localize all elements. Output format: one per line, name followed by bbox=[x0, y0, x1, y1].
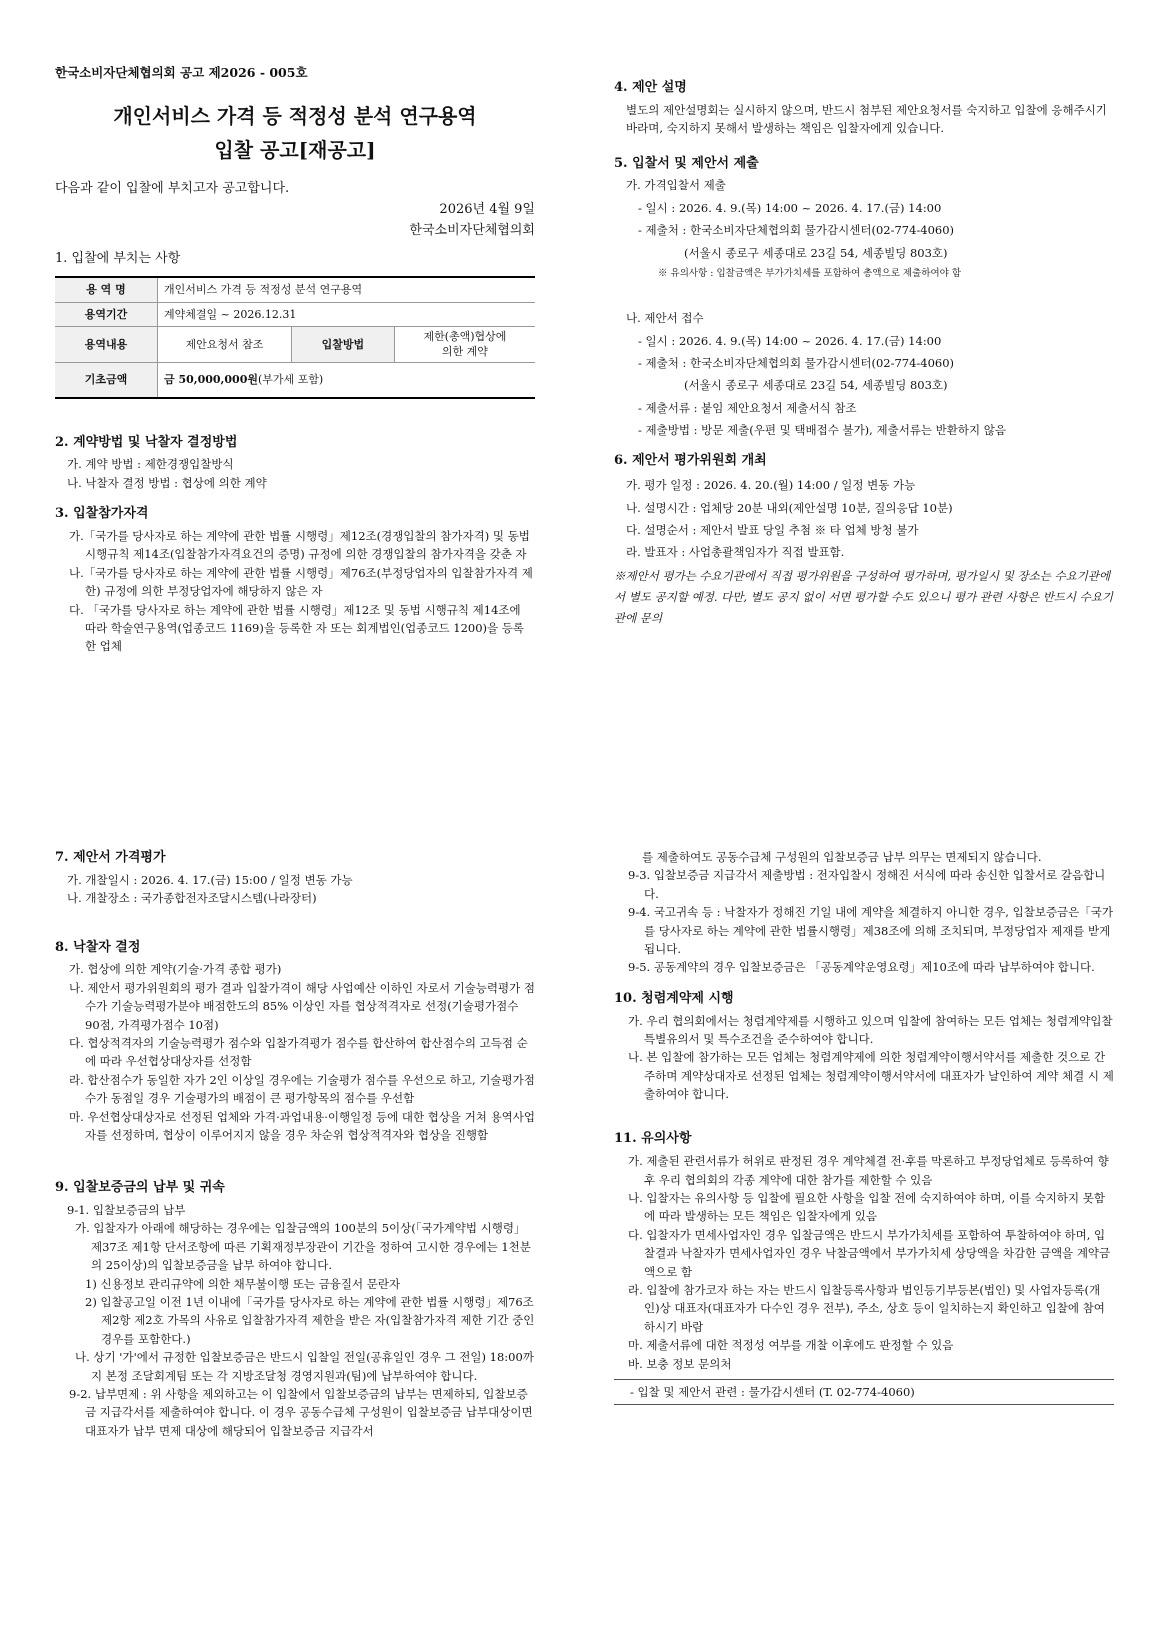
notice-date: 2026년 4월 9일 bbox=[439, 201, 535, 217]
section-8-item: 다. 협상적격자의 기술능력평가 점수와 입찰가격평가 점수를 합산하여 합산점수의 고득점 순에 따라 우선협상대상자를 선정함 bbox=[69, 1035, 528, 1069]
section-2-title: 2. 계약방법 및 낙찰자 결정방법 bbox=[55, 434, 238, 450]
base-amount-note: (부가세 포함) bbox=[257, 372, 324, 386]
section-5-note: ※ 유의사항 : 입찰금액은 부가가치세를 포함하여 총액으로 제출하여야 함 bbox=[658, 267, 961, 279]
section-9-item: 나. 상기 '가'에서 규정한 입찰보증금은 반드시 입찰일 전일(공휴일인 경우 그 전일) 18:00까지 본정 조달회계팀 또는 각 지방조달청 경영지원과(팀)에 납부하여야 합니다. bbox=[75, 1350, 534, 1383]
section-6-item: 가. 평가 일정 : 2026. 4. 20.(월) 14:00 / 일정 변동 가능 bbox=[626, 478, 916, 493]
section-11-item: 바. 보충 정보 문의처 bbox=[628, 1356, 732, 1371]
section-5-item: 나. 제안서 접수 bbox=[626, 311, 704, 326]
section-10-item: 가. 우리 협의회에서는 청렴계약제를 시행하고 있으며 입찰에 참여하는 모든 업체는 청렴계약입찰 특별유의서 및 특수조건을 준수하여야 합니다. bbox=[628, 1013, 1113, 1046]
section-8-title: 8. 낙찰자 결정 bbox=[55, 939, 141, 955]
table-header: 용역내용 bbox=[55, 327, 158, 363]
notice-number: 한국소비자단체협의회 공고 제2026 - 005호 bbox=[55, 65, 308, 80]
section-7-item: 나. 개찰장소 : 국가종합전자조달시스템(나라장터) bbox=[67, 891, 317, 906]
section-9-subitem: 1) 신용정보 관리규약에 의한 채무불이행 또는 금융질서 문란자 bbox=[85, 1276, 401, 1291]
section-9-subsection: 9-2. 납부면제 : 위 사항을 제외하고는 이 입찰에서 입찰보증금의 납부는 면제하되, 입찰보증금 지급각서를 제출하여야 합니다. 이 경우 공동수급체 구성원이 입찰보증금 납부대상이면 대표자가 납부 면제 대상에 해당되어 입찰보증금 지급각서 bbox=[69, 1386, 533, 1438]
section-3-item: 나.「국가를 당사자로 하는 계약에 관한 법률 시행령」제76조(부정당업자의 입찰참가자격 제한) 규정에 의한 부정당업자에 해당하지 않은 자 bbox=[69, 565, 533, 599]
table-header: 기초금액 bbox=[55, 362, 158, 397]
section-8-item: 나. 제안서 평가위원회의 평가 결과 입찰가격이 해당 사업예산 이하인 자로서 기술능력평가 점수가 기술능력평가분야 배점한도의 85% 이상인 자를 협상적격자로 선정(기술평가점수 90점, 가격평가점수 10점) bbox=[69, 980, 536, 1032]
section-5-line: - 제출처 : 한국소비자단체협의회 물가감시센터(02-774-4060) bbox=[638, 355, 955, 370]
section-9-subsection: 9-4. 국고귀속 등 : 낙찰자가 정해진 기일 내에 계약을 체결하지 아니한 경우, 입찰보증금은「국가를 당사자로 하는 계약에 관한 법률시행령」제38조에 의해 조치되며, 부정당업자 제재를 받게 됩니다. bbox=[628, 905, 1113, 956]
section-8-item: 마. 우선협상대상자로 선정된 업체와 가격·과업내용·이행일정 등에 대한 협상을 거쳐 용역사업자를 선정하며, 협상이 이루어지지 않을 경우 차순위 협상적격자와 협상을 진행함 bbox=[69, 1109, 536, 1142]
section-5-item: 가. 가격입찰서 제출 bbox=[626, 178, 726, 193]
title-line-2: 입찰 공고[재공고] bbox=[214, 138, 376, 162]
section-5-title: 5. 입찰서 및 제안서 제출 bbox=[614, 155, 759, 171]
section-6-note: ※제안서 평가는 수요기관에서 직접 평가위원을 구성하여 평가하며, 평가일시 및 장소는 수요기관에서 별도 공지할 예정. 다만, 별도 공지 없이 서면 평가할 수도 있으니 평가 관련 사항은 반드시 수요기관에 문의 bbox=[614, 568, 1114, 626]
section-11-title: 11. 유의사항 bbox=[614, 1131, 692, 1147]
table-header: 용 역 명 bbox=[55, 277, 158, 302]
section-6-item: 나. 설명시간 : 업체당 20분 내외(제안설명 10분, 질의응답 10분) bbox=[626, 500, 953, 515]
section-9-item: 가. 입찰자가 아래에 해당하는 경우에는 입찰금액의 100분의 5이상(「국가계약법 시행령」 제37조 제1항 단서조항에 따른 기획재정부장관이 기간을 정하여 고시한 경우에는 1천분의 25이상)의 입찰보증금을 납부 하여야 합니다. bbox=[75, 1221, 531, 1273]
title-line-1: 개인서비스 가격 등 적정성 분석 연구용역 bbox=[113, 104, 477, 128]
table-cell: 계약체결일 ~ 2026.12.31 bbox=[158, 302, 536, 327]
section-2-item: 나. 낙찰자 결정 방법 : 협상에 의한 계약 bbox=[67, 475, 267, 490]
section-5-line: - 일시 : 2026. 4. 9.(목) 14:00 ~ 2026. 4. 17.(금) 14:00 bbox=[638, 333, 942, 348]
top-left-column bbox=[55, 63, 535, 656]
section-11-item: 라. 입찰에 참가코자 하는 자는 반드시 입찰등록사항과 법인등기부등본(법인) 및 사업자등록(개인)상 대표자(대표자가 다수인 경우 전부), 주소, 상호 등이 일치하는지 확인하고 입찰에 참여하시기 바람 bbox=[628, 1283, 1105, 1334]
bottom-right-column bbox=[614, 848, 1114, 1405]
issuing-org: 한국소비자단체협의회 bbox=[409, 222, 535, 238]
section-11-item: 마. 제출서류에 대한 적정성 여부를 개찰 이후에도 판정할 수 있음 bbox=[628, 1338, 954, 1353]
section-4-title: 4. 제안 설명 bbox=[614, 80, 687, 95]
table-cell bbox=[158, 362, 536, 397]
bid-info-table bbox=[55, 276, 535, 398]
section-9-subtitle: 9-1. 입찰보증금의 납부 bbox=[67, 1203, 186, 1218]
section-3-title: 3. 입찰참가자격 bbox=[55, 506, 149, 522]
section-2-item: 가. 계약 방법 : 제한경쟁입찰방식 bbox=[67, 457, 234, 472]
top-right-column bbox=[614, 78, 1114, 630]
section-9-title: 9. 입찰보증금의 납부 및 귀속 bbox=[55, 1180, 225, 1196]
section-5-line: - 제출방법 : 방문 제출(우편 및 택배접수 불가), 제출서류는 반환하지 않음 bbox=[638, 423, 1006, 438]
section-11-item: 다. 입찰자가 면세사업자인 경우 입찰금액은 반드시 부가가치세를 포함하여 투찰하여야 하며, 입찰결과 낙찰자가 면세사업자인 경우 낙찰금액에서 부가가치세 상당액을 차감한 금액을 계약금액으로 함 bbox=[628, 1227, 1111, 1279]
bottom-left-column bbox=[55, 848, 535, 1440]
section-7-title: 7. 제안서 가격평가 bbox=[55, 850, 166, 865]
table-cell bbox=[394, 327, 535, 363]
section-3-item: 다. 「국가를 당사자로 하는 계약에 관한 법률 시행령」제12조 및 동법 시행규칙 제14조에 따라 학술연구용역(업종코드 1169)을 등록한 자 또는 회계법인(업종코드 1200)을 등록한 업체 bbox=[69, 602, 524, 654]
section-5-line: - 제출처 : 한국소비자단체협의회 물가감시센터(02-774-4060) bbox=[638, 223, 955, 238]
table-cell: 개인서비스 가격 등 적정성 분석 연구용역 bbox=[158, 277, 536, 302]
section-10-item: 나. 본 입찰에 참가하는 모든 업체는 청렴계약제에 의한 청렴계약이행서약서를 제출한 것으로 간주하며 계약상대자로 선정된 업체는 청렴계약이행서약서에 대표자가 날인하여 계약 체결 시 제출하여야 합니다. bbox=[628, 1050, 1114, 1102]
section-9-subsection: 9-5. 공동계약의 경우 입찰보증금은 「공동계약운영요령」제10조에 따라 납부하여야 합니다. bbox=[628, 960, 1095, 975]
section-9-continued: 를 제출하여도 공동수급체 구성원의 입찰보증금 납부 의무는 면제되지 않습니다. bbox=[642, 850, 1042, 864]
section-11-item: 나. 입찰자는 유의사항 등 입찰에 필요한 사항을 입찰 전에 숙지하여야 하며, 이를 숙지하지 못함에 따라 발생하는 모든 책임은 입찰자에게 있음 bbox=[628, 1191, 1105, 1224]
section-10-title: 10. 청렴계약제 시행 bbox=[614, 990, 734, 1006]
section-8-item: 가. 협상에 의한 계약(기술·가격 종합 평가) bbox=[69, 962, 282, 977]
table-header: 용역기간 bbox=[55, 302, 158, 327]
section-8-item: 라. 합산점수가 동일한 자가 2인 이상일 경우에는 기술평가 점수를 우선으로 하고, 기술평가점수가 동점일 경우 기술평가의 배점이 큰 평가항목의 점수를 우선함 bbox=[69, 1072, 535, 1106]
section-3-item: 가.「국가를 당사자로 하는 계약에 관한 법률 시행령」제12조(경쟁입찰의 참가자격) 및 동법 시행규칙 제14조(입찰참가자격요건의 증명) 규정에 의한 경쟁입찰의 참가자격을 갖춘 자 bbox=[69, 528, 530, 562]
section-5-line: (서울시 종로구 세종대로 23길 54, 세종빌딩 803호) bbox=[684, 245, 948, 260]
document-title bbox=[55, 99, 535, 167]
section-7-item: 가. 개찰일시 : 2026. 4. 17.(금) 15:00 / 일정 변동 가능 bbox=[67, 872, 353, 887]
section-11-item: 가. 제출된 관련서류가 허위로 판정된 경우 계약체결 전·후를 막론하고 부정당업체로 등록하여 향후 우리 협의회의 각종 계약에 대한 참가를 제한할 수 있음 bbox=[628, 1154, 1109, 1187]
section-5-line: (서울시 종로구 세종대로 23길 54, 세종빌딩 803호) bbox=[684, 378, 948, 393]
section-6-item: 라. 발표자 : 사업총괄책임자가 직접 발표함. bbox=[626, 545, 845, 560]
bid-method-line-1: 제한(총액)협상에 bbox=[423, 330, 507, 344]
table-cell: 제안요청서 참조 bbox=[158, 327, 292, 363]
contact-box bbox=[614, 1379, 1114, 1405]
intro-text: 다음과 같이 입찰에 부치고자 공고합니다. bbox=[55, 181, 290, 196]
section-1-title: 1. 입찰에 부치는 사항 bbox=[55, 251, 181, 267]
section-9-subsection: 9-3. 입찰보증금 지급각서 제출방법 : 전자입찰시 정해진 서식에 따라 송신한 입찰서로 갈음합니다. bbox=[628, 868, 1106, 901]
section-5-line: - 일시 : 2026. 4. 9.(목) 14:00 ~ 2026. 4. 17.(금) 14:00 bbox=[638, 200, 942, 215]
base-amount: 금 50,000,000원 bbox=[164, 372, 258, 386]
bid-method-line-2: 의한 계약 bbox=[441, 344, 488, 358]
section-6-item: 다. 설명순서 : 제안서 발표 당일 추첨 ※ 타 업체 방청 불가 bbox=[626, 523, 919, 538]
section-5-line: - 제출서류 : 붙임 제안요청서 제출서식 참조 bbox=[638, 400, 857, 415]
section-9-subitem: 2) 입찰공고일 이전 1년 이내에「국가를 당사자로 하는 계약에 관한 법률 시행령」제76조 제2항 제2호 가목의 사유로 입찰참가자격 제한을 받은 자(입찰참가자격 제한 기간 중인 경우를 포함한다.) bbox=[85, 1295, 535, 1346]
contact-info: - 입찰 및 제안서 관련 : 물가감시센터 (T. 02-774-4060) bbox=[630, 1384, 915, 1399]
section-6-title: 6. 제안서 평가위원회 개최 bbox=[614, 453, 767, 469]
table-header: 입찰방법 bbox=[291, 327, 394, 363]
section-4-body: 별도의 제안설명회는 실시하지 않으며, 반드시 첨부된 제안요청서를 숙지하고 입찰에 응해주시기 바라며, 숙지하지 못해서 발생하는 책임은 입찰자에게 있습니다. bbox=[626, 102, 1107, 136]
